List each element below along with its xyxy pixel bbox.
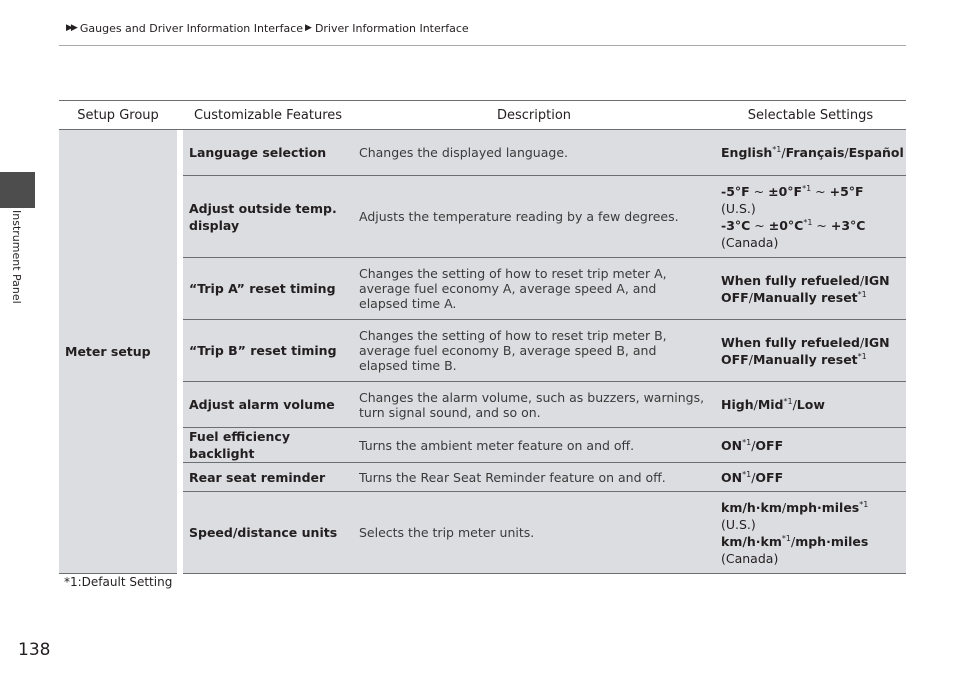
feature-cell: Language selection <box>183 130 353 176</box>
setting-option: +3°C <box>830 217 866 233</box>
table-row <box>59 320 906 382</box>
setting-option: -3°C <box>721 217 751 233</box>
table-row <box>59 492 906 574</box>
breadcrumb-arrow-icon: ▶▶ <box>66 23 76 33</box>
separator: ~ <box>749 183 769 199</box>
setup-group-cell: Meter setup <box>59 130 177 574</box>
settings-cell <box>715 428 906 463</box>
column-header: Setup Group <box>59 101 177 130</box>
settings-cell <box>715 382 906 428</box>
settings-line <box>721 183 900 200</box>
separator: / <box>748 289 753 305</box>
settings-table <box>59 100 906 574</box>
setting-option: English <box>721 145 773 160</box>
region-label: (Canada) <box>721 234 779 250</box>
setting-option: Français <box>785 145 845 160</box>
setting-option: When fully refueled <box>721 272 860 288</box>
separator: ~ <box>811 183 830 199</box>
separator: / <box>753 397 758 412</box>
settings-cell <box>715 130 906 176</box>
table-row <box>59 130 906 176</box>
default-marker: *1 <box>857 289 867 299</box>
separator: / <box>790 533 796 549</box>
settings-line <box>721 200 900 217</box>
table-row <box>59 428 906 463</box>
separator: ~ <box>750 217 769 233</box>
separator: ~ <box>812 217 831 233</box>
description-cell: Turns the ambient meter feature on and off. <box>353 428 715 463</box>
separator: / <box>792 397 797 412</box>
settings-line <box>721 499 900 516</box>
separator: / <box>781 499 787 515</box>
column-header: Customizable Features <box>183 101 353 130</box>
feature-cell: Adjust alarm volume <box>183 382 353 428</box>
region-label: (U.S.) <box>721 200 756 216</box>
column-header: Selectable Settings <box>715 101 906 130</box>
default-marker: *1 <box>803 217 813 227</box>
breadcrumb-item[interactable]: Gauges and Driver Information Interface <box>79 21 304 35</box>
separator: / <box>781 145 786 160</box>
side-section-label: Instrument Panel <box>10 210 23 304</box>
settings-line <box>721 516 900 533</box>
setting-option: mph·miles <box>795 533 869 549</box>
settings-cell <box>715 492 906 574</box>
setting-option: +5°F <box>829 183 864 199</box>
setting-option: mph·miles <box>786 499 860 515</box>
breadcrumb-arrow-icon: ▶ <box>305 23 312 33</box>
region-label: (Canada) <box>721 550 779 566</box>
settings-cell <box>715 176 906 258</box>
setting-option: Low <box>796 397 825 412</box>
setting-option: -5°F <box>721 183 750 199</box>
settings-line <box>721 550 900 567</box>
breadcrumb <box>66 20 469 36</box>
setting-option: IGN OFF <box>721 334 890 367</box>
table-row <box>59 382 906 428</box>
description-cell: Selects the trip meter units. <box>353 492 715 574</box>
description-cell: Changes the alarm volume, such as buzzers, warnings, turn signal sound, and so on. <box>353 382 715 428</box>
setting-option: Español <box>848 145 904 160</box>
header-divider <box>59 45 906 46</box>
default-marker: *1 <box>781 533 791 543</box>
separator: / <box>860 272 865 288</box>
description-cell: Changes the displayed language. <box>353 130 715 176</box>
setting-option: ON <box>721 469 743 485</box>
default-marker: *1 <box>772 144 782 154</box>
description-cell: Turns the Rear Seat Reminder feature on and off. <box>353 463 715 492</box>
default-marker: *1 <box>783 396 793 406</box>
description-cell: Changes the setting of how to reset trip meter B, average fuel economy B, average speed B, and elapsed time B. <box>353 320 715 382</box>
description-cell: Changes the setting of how to reset trip meter A, average fuel economy A, average speed A, and elapsed time A. <box>353 258 715 320</box>
settings-cell <box>715 463 906 492</box>
setting-option: ±0°F <box>768 183 803 199</box>
settings-cell <box>715 258 906 320</box>
setting-option: Manually reset <box>752 351 858 367</box>
feature-cell: Speed/distance units <box>183 492 353 574</box>
setting-option: Mid <box>757 397 784 412</box>
separator: / <box>748 351 753 367</box>
setting-option: km/h·km <box>721 499 782 515</box>
table-row <box>59 176 906 258</box>
default-marker: *1 <box>742 437 752 447</box>
table-row <box>59 258 906 320</box>
setting-option: ON <box>721 437 743 453</box>
setting-option: Manually reset <box>752 289 858 305</box>
settings-line <box>721 234 900 251</box>
table-row <box>59 463 906 492</box>
setting-option: ±0°C <box>768 217 804 233</box>
separator: / <box>844 145 849 160</box>
setting-option: OFF <box>755 469 784 485</box>
feature-cell: Rear seat reminder <box>183 463 353 492</box>
separator: / <box>751 437 756 453</box>
setting-option: km/h·km <box>721 533 782 549</box>
default-marker: *1 <box>857 351 867 361</box>
setting-option: IGN OFF <box>721 272 890 305</box>
breadcrumb-item[interactable]: Driver Information Interface <box>314 21 469 35</box>
settings-cell <box>715 320 906 382</box>
default-marker: *1 <box>859 499 869 509</box>
page-number: 138 <box>18 640 51 660</box>
setting-option: When fully refueled <box>721 334 860 350</box>
description-cell: Adjusts the temperature reading by a few degrees. <box>353 176 715 258</box>
footnote: *1:Default Setting <box>64 575 173 589</box>
separator: / <box>860 334 865 350</box>
default-marker: *1 <box>742 469 752 479</box>
setting-option: OFF <box>755 437 784 453</box>
section-tab-marker <box>0 172 35 208</box>
settings-line <box>721 217 900 234</box>
region-label: (U.S.) <box>721 516 756 532</box>
settings-line <box>721 533 900 550</box>
separator: / <box>751 469 756 485</box>
feature-cell: Fuel efficiency backlight <box>183 428 353 463</box>
table-header-row <box>59 101 906 130</box>
column-header: Description <box>353 101 715 130</box>
default-marker: *1 <box>802 183 812 193</box>
feature-cell: “Trip B” reset timing <box>183 320 353 382</box>
feature-cell: “Trip A” reset timing <box>183 258 353 320</box>
setting-option: High <box>721 397 754 412</box>
feature-cell: Adjust outside temp. display <box>183 176 353 258</box>
